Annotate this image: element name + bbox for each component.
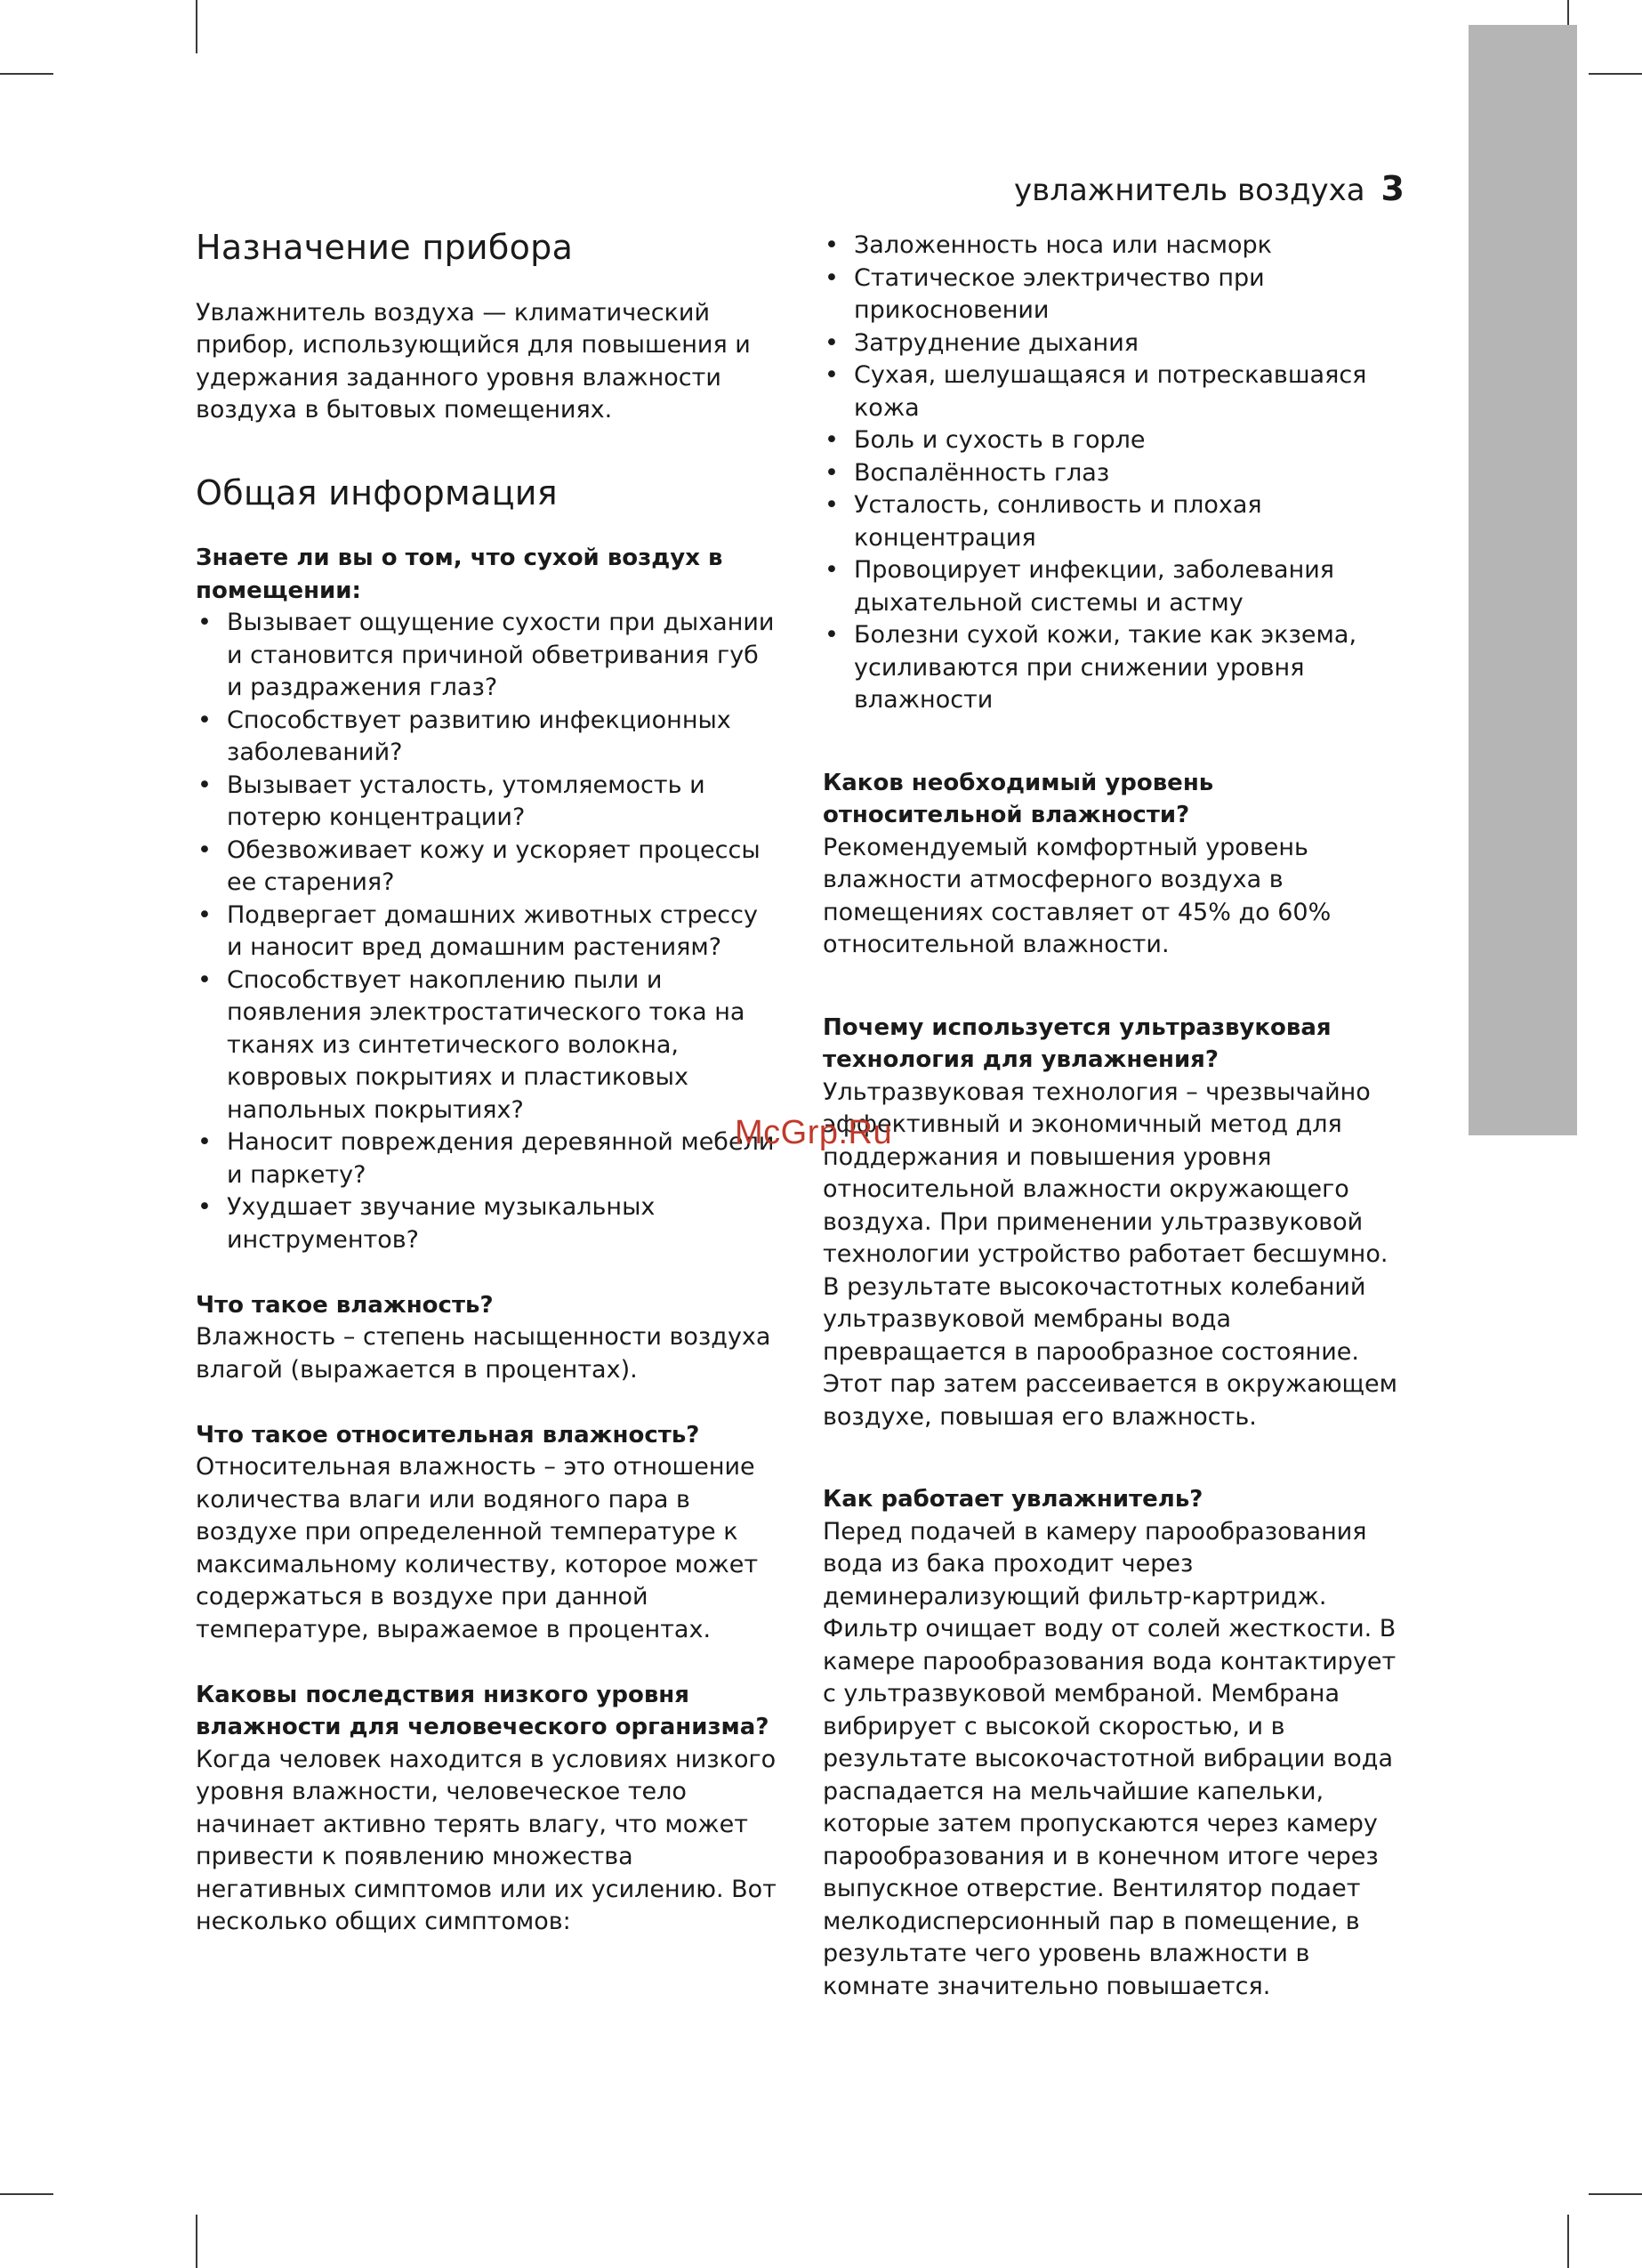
list-item: • Болезни сухой кожи, такие как экзема, усиливаются при снижении уровня влажности xyxy=(823,619,1410,717)
list-item: • Подвергает домашних животных стрессу и наносит вред домашним растениям? xyxy=(196,900,778,965)
right-column xyxy=(823,230,1410,2003)
list-item: • Усталость, сонливость и плохая концентрация xyxy=(823,489,1410,554)
list-item: • Статическое электричество при прикосновении xyxy=(823,262,1410,327)
section-heading-general: Общая информация xyxy=(196,472,558,513)
watermark: McGrp.Ru xyxy=(735,1114,893,1151)
block-ultrasonic xyxy=(823,1012,1410,1434)
section-heading-purpose: Назначение прибора xyxy=(196,228,574,267)
list-item: • Наносит повреждения деревянной мебели и паркету? xyxy=(196,1126,778,1191)
list-item: • Ухудшает звучание музыкальных инструментов? xyxy=(196,1191,778,1256)
left-column xyxy=(196,228,778,1939)
crop-mark xyxy=(196,0,197,53)
list-item: • Заложенность носа или насморк xyxy=(823,230,1410,262)
question-dry-air: Знаете ли вы о том, что сухой воздух в помещении: xyxy=(196,545,723,604)
question-relative-humidity: Что такое относительная влажность? xyxy=(196,1421,700,1449)
block-humidity xyxy=(196,1289,778,1387)
list-item: • Воспалённость глаз xyxy=(823,457,1410,490)
crop-mark xyxy=(0,73,53,75)
list-item: • Обезвоживает кожу и ускоряет процессы ее старения? xyxy=(196,835,778,900)
crop-mark xyxy=(1589,73,1642,75)
list-item: • Затруднение дыхания xyxy=(823,327,1410,360)
symptoms-list xyxy=(823,230,1410,717)
list-item: • Способствует накоплению пыли и появления электростатического тока на тканях из синтетического волокна, ковровых покрытиях и пластиковых напольных покрытиях? xyxy=(196,965,778,1127)
block-low-humidity xyxy=(196,1679,778,1939)
purpose-text: Увлажнитель воздуха — климатический прибор, использующийся для повышения и удержания заданного уровня влажности воздуха в бытовых помещениях. xyxy=(196,298,751,424)
question-humidity: Что такое влажность? xyxy=(196,1291,494,1319)
list-item: • Сухая, шелушащаяся и потрескавшаяся кожа xyxy=(823,359,1410,424)
answer-low-humidity: Когда человек находится в условиях низкого уровня влажности, человеческое тело начинает активно терять влагу, что может привести к появлению множества негативных симптомов или их усилению. Вот несколько общих симптомов: xyxy=(196,1745,777,1936)
block-relative-humidity xyxy=(196,1419,778,1647)
answer-relative-humidity: Относительная влажность – это отношение количества влаги или водяного пара в воздухе при определенной температуре к максимальному количеству, которое может содержаться в воздухе при данной температуре, выражаемое в процентах. xyxy=(196,1453,759,1643)
crop-mark xyxy=(1567,2215,1569,2268)
page-number: 3 xyxy=(1380,169,1405,208)
crop-mark xyxy=(1589,2193,1642,2195)
list-item: • Вызывает ощущение сухости при дыхании и становится причиной обветривания губ и раздражения глаз? xyxy=(196,607,778,705)
list-item: • Провоцирует инфекции, заболевания дыхательной системы и астму xyxy=(823,554,1410,619)
question-ultrasonic: Почему используется ультразвуковая технология для увлажнения? xyxy=(823,1013,1332,1073)
answer-required-level: Рекомендуемый комфортный уровень влажности атмосферного воздуха в помещениях составляет от 45% до 60% относительной влажности. xyxy=(823,833,1332,958)
question-required-level: Каков необходимый уровень относительной влажности? xyxy=(823,769,1214,828)
side-tab xyxy=(1469,25,1577,1135)
answer-humidity: Влажность – степень насыщенности воздуха влагой (выражается в процентах). xyxy=(196,1323,771,1384)
question-how-it-works: Как работает увлажнитель? xyxy=(823,1486,1203,1513)
list-item: • Способствует развитию инфекционных заболеваний? xyxy=(196,705,778,770)
block-how-it-works xyxy=(823,1483,1410,2003)
answer-ultrasonic: Ультразвуковая технология – чрезвычайно эффективный и экономичный метод для поддержания и повышения уровня относительной влажности окружающего воздуха. При применении ультразвуковой технологии устройство работает бесшумно. В результате высокочастотных колебаний ультразвуковой мембраны вода превращается в парообразное состояние. Этот пар затем рассеивается в окружающем воздухе, повышая его влажность. xyxy=(823,1078,1397,1431)
block-required-level xyxy=(823,767,1410,962)
list-item: • Вызывает усталость, утомляемость и потерю концентрации? xyxy=(196,770,778,835)
running-header xyxy=(1014,169,1405,208)
header-title: увлажнитель воздуха xyxy=(1014,173,1365,208)
dry-air-list xyxy=(196,607,778,1256)
crop-mark xyxy=(196,2215,197,2268)
answer-how-it-works: Перед подачей в камеру парообразования вода из бака проходит через деминерализующий фильтр-картридж. Фильтр очищает воду от солей жесткости. В камере парообразования вода контактирует с ультразвуковой мембраной. Мембрана вибрирует с высокой скоростью, и в результате высокочастотной вибрации вода распадается на мельчайшие капельки, которые затем пропускаются через камеру парообразования и в конечном итоге через выпускное отверстие. Вентилятор подает мелкодисперсионный пар в помещение, в результате чего уровень влажности в комнате значительно повышается. xyxy=(823,1517,1397,2000)
question-low-humidity: Каковы последствия низкого уровня влажности для человеческого организма? xyxy=(196,1681,769,1741)
crop-mark xyxy=(0,2193,53,2195)
list-item: • Боль и сухость в горле xyxy=(823,424,1410,457)
